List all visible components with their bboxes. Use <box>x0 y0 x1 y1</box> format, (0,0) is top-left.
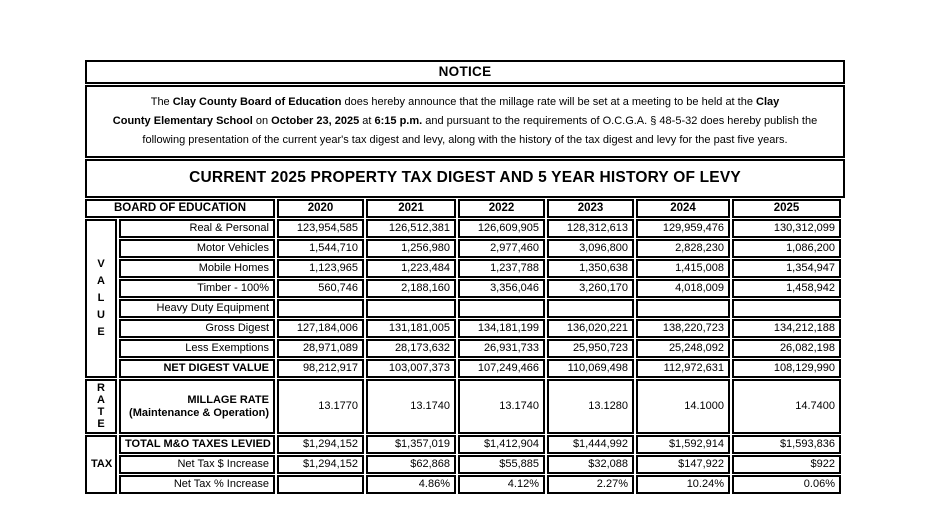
value-cell: 134,181,199 <box>458 319 545 338</box>
year-header-2025: 2025 <box>732 199 841 218</box>
value-cell: 26,931,733 <box>458 339 545 358</box>
notice-text: following presentation of the current year's tax digest and levy, along with the history of the tax digest and levy for the past five years. <box>142 134 788 146</box>
value-cell: 1,223,484 <box>366 259 456 278</box>
row-label: Timber - 100% <box>119 279 275 298</box>
value-cell: 107,249,466 <box>458 359 545 378</box>
row-label: Net Tax $ Increase <box>119 455 275 474</box>
notice-text-bold: County Elementary School <box>112 115 253 127</box>
value-cell <box>547 299 634 318</box>
millage-rate-sublabel: (Maintenance & Operation) <box>129 406 269 419</box>
value-cell: $1,294,152 <box>277 435 364 454</box>
value-cell: 1,350,638 <box>547 259 634 278</box>
value-cell: 126,609,905 <box>458 219 545 238</box>
value-cell: 1,086,200 <box>732 239 841 258</box>
table-row <box>85 299 841 318</box>
value-cell: $55,885 <box>458 455 545 474</box>
value-cell: 4.86% <box>366 475 456 494</box>
value-cell <box>277 299 364 318</box>
value-cell: 26,082,198 <box>732 339 841 358</box>
row-label <box>119 379 275 434</box>
notice-text: and pursuant to the requirements of O.C.G.A. § 48-5-32 does hereby publish the <box>422 115 818 127</box>
year-header-2022: 2022 <box>458 199 545 218</box>
table-row <box>85 435 841 454</box>
value-cell: $922 <box>732 455 841 474</box>
table-row <box>85 279 841 298</box>
value-cell: 4,018,009 <box>636 279 730 298</box>
value-cell <box>458 299 545 318</box>
value-cell: 2,977,460 <box>458 239 545 258</box>
row-label: Gross Digest <box>119 319 275 338</box>
value-cell: $147,922 <box>636 455 730 474</box>
row-label: NET DIGEST VALUE <box>119 359 275 378</box>
value-cell <box>732 299 841 318</box>
value-cell: $1,592,914 <box>636 435 730 454</box>
notice-text: on <box>252 115 272 127</box>
value-cell: 108,129,990 <box>732 359 841 378</box>
value-cell: 136,020,221 <box>547 319 634 338</box>
value-cell: 110,069,498 <box>547 359 634 378</box>
levy-history-table <box>83 198 843 495</box>
value-cell: 13.1740 <box>458 379 545 434</box>
row-label: Real & Personal <box>119 219 275 238</box>
value-cell: 131,181,005 <box>366 319 456 338</box>
table-row <box>85 339 841 358</box>
value-cell: 13.1770 <box>277 379 364 434</box>
group-label-text: V A L U E <box>97 258 105 338</box>
notice-text-bold: 6:15 p.m. <box>374 115 423 127</box>
value-cell: 13.1740 <box>366 379 456 434</box>
value-cell: 25,950,723 <box>547 339 634 358</box>
value-cell: 129,959,476 <box>636 219 730 238</box>
row-label: TOTAL M&O TAXES LEVIED <box>119 435 275 454</box>
value-cell: 25,248,092 <box>636 339 730 358</box>
value-cell: 10.24% <box>636 475 730 494</box>
value-cell: 126,512,381 <box>366 219 456 238</box>
value-cell: $1,444,992 <box>547 435 634 454</box>
value-cell: 112,972,631 <box>636 359 730 378</box>
value-cell: $1,357,019 <box>366 435 456 454</box>
value-cell: $1,294,152 <box>277 455 364 474</box>
value-cell: 2,188,160 <box>366 279 456 298</box>
value-cell: 2.27% <box>547 475 634 494</box>
value-cell: 138,220,723 <box>636 319 730 338</box>
value-cell <box>636 299 730 318</box>
value-cell: $1,412,904 <box>458 435 545 454</box>
value-cell: 2,828,230 <box>636 239 730 258</box>
group-label-text: R A T E <box>97 382 105 430</box>
group-label-rate <box>85 379 117 434</box>
table-header-row <box>85 199 841 218</box>
value-cell: 3,356,046 <box>458 279 545 298</box>
tax-notice-document <box>85 60 845 495</box>
row-label: Motor Vehicles <box>119 239 275 258</box>
notice-text-bold: Clay County Board of Education <box>172 96 342 108</box>
value-cell: $32,088 <box>547 455 634 474</box>
document-title: CURRENT 2025 PROPERTY TAX DIGEST AND 5 YEAR HISTORY OF LEVY <box>85 159 845 198</box>
notice-paragraph <box>85 85 845 158</box>
value-cell: 3,260,170 <box>547 279 634 298</box>
notice-line-3 <box>93 130 837 149</box>
table-row <box>85 219 841 238</box>
notice-text: does hereby announce that the millage rate will be set at a meeting to be held at the <box>341 96 757 108</box>
row-label: Mobile Homes <box>119 259 275 278</box>
table-row <box>85 259 841 278</box>
group-label-tax: TAX <box>85 435 117 494</box>
millage-rate-label: MILLAGE RATE <box>187 393 269 406</box>
value-cell: 3,096,800 <box>547 239 634 258</box>
table-row <box>85 319 841 338</box>
value-cell: 560,746 <box>277 279 364 298</box>
table-row <box>85 455 841 474</box>
year-header-2020: 2020 <box>277 199 364 218</box>
notice-text-bold: October 23, 2025 <box>271 115 360 127</box>
value-cell <box>277 475 364 494</box>
value-cell: 4.12% <box>458 475 545 494</box>
notice-text-bold: Clay <box>756 96 780 108</box>
notice-text: at <box>359 115 375 127</box>
value-cell: 1,237,788 <box>458 259 545 278</box>
value-cell: 1,458,942 <box>732 279 841 298</box>
notice-line-2 <box>93 111 837 130</box>
value-cell: 1,544,710 <box>277 239 364 258</box>
table-row <box>85 475 841 494</box>
row-label: Net Tax % Increase <box>119 475 275 494</box>
notice-heading: NOTICE <box>85 60 845 84</box>
value-cell: 13.1280 <box>547 379 634 434</box>
table-row <box>85 239 841 258</box>
value-cell: 1,123,965 <box>277 259 364 278</box>
value-cell: 28,971,089 <box>277 339 364 358</box>
value-cell: 98,212,917 <box>277 359 364 378</box>
value-cell: 1,415,008 <box>636 259 730 278</box>
value-cell: 1,256,980 <box>366 239 456 258</box>
value-cell <box>366 299 456 318</box>
value-cell: 123,954,585 <box>277 219 364 238</box>
value-cell: $1,593,836 <box>732 435 841 454</box>
value-cell: 127,184,006 <box>277 319 364 338</box>
corner-header: BOARD OF EDUCATION <box>85 199 275 218</box>
year-header-2024: 2024 <box>636 199 730 218</box>
value-cell: 134,212,188 <box>732 319 841 338</box>
value-cell: $62,868 <box>366 455 456 474</box>
value-cell: 0.06% <box>732 475 841 494</box>
value-cell: 14.1000 <box>636 379 730 434</box>
group-label-value <box>85 219 117 378</box>
notice-text: The <box>150 96 173 108</box>
value-cell: 128,312,613 <box>547 219 634 238</box>
value-cell: 1,354,947 <box>732 259 841 278</box>
value-cell: 130,312,099 <box>732 219 841 238</box>
year-header-2021: 2021 <box>366 199 456 218</box>
value-cell: 103,007,373 <box>366 359 456 378</box>
value-cell: 14.7400 <box>732 379 841 434</box>
table-row <box>85 359 841 378</box>
year-header-2023: 2023 <box>547 199 634 218</box>
row-label: Less Exemptions <box>119 339 275 358</box>
value-cell: 28,173,632 <box>366 339 456 358</box>
notice-line-1 <box>93 92 837 111</box>
row-label: Heavy Duty Equipment <box>119 299 275 318</box>
table-row-millage <box>85 379 841 434</box>
